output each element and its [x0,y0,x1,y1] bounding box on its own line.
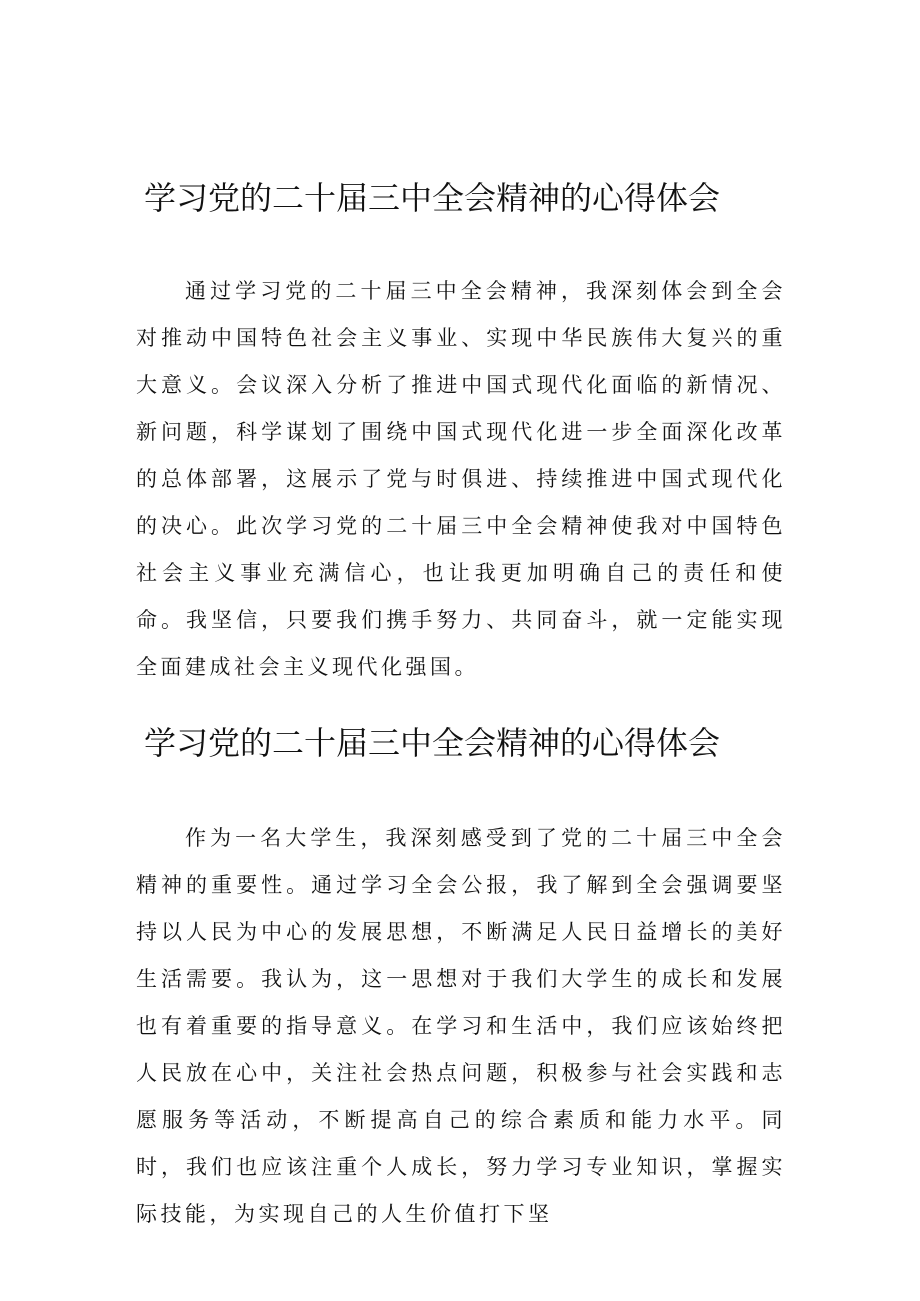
essay-title-1: 学习党的二十届三中全会精神的心得体会 [144,179,721,217]
essay-body-1: 通过学习党的二十届三中全会精神，我深刻体会到全会对推动中国特色社会主义事业、实现中华民族伟大复兴的重大意义。会议深入分析了推进中国式现代化面临的新情况、新问题，科学谋划了围绕中国式现代化进一步全面深化改革的总体部署，这展示了党与时俱进、持续推进中国式现代化的决心。此次学习党的二十届三中全会精神使我对中国特色社会主义事业充满信心，也让我更加明确自己的责任和使命。我坚信，只要我们携手努力、共同奋斗，就一定能实现全面建成社会主义现代化强国。 [136,279,786,679]
essay-section-1 [0,172,920,679]
essay-title-2: 学习党的二十届三中全会精神的心得体会 [144,724,721,762]
essay-body-2: 作为一名大学生，我深刻感受到了党的二十届三中全会精神的重要性。通过学习全会公报，我了解到全会强调要坚持以人民为中心的发展思想，不断满足人民日益增长的美好生活需要。我认为，这一思想对于我们大学生的成长和发展也有着重要的指导意义。在学习和生活中，我们应该始终把人民放在心中，关注社会热点问题，积极参与社会实践和志愿服务等活动，不断提高自己的综合素质和能力水平。同时，我们也应该注重个人成长，努力学习专业知识，掌握实际技能，为实现自己的人生价值打下坚 [136,826,786,1226]
essay-section-2 [0,717,920,1226]
